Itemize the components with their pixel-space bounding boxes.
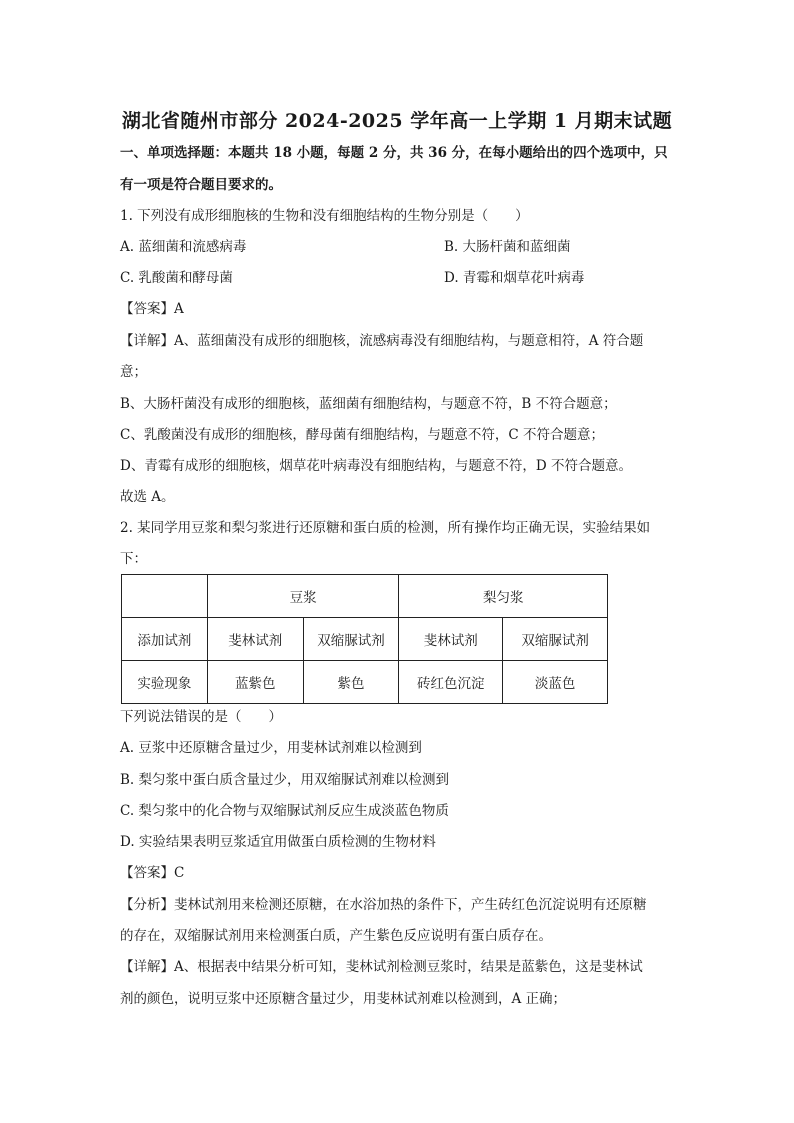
q2-analysis-line: 的存在，双缩脲试剂用来检测蛋白质，产生紫色反应说明有蛋白质存在。 <box>120 928 552 944</box>
q1-explain-line: 【详解】A、蓝细菌没有成形的细胞核，流感病毒没有细胞结构，与题意相符，A 符合题 <box>120 333 644 349</box>
q1-option-a: A. 蓝细菌和流感病毒 <box>120 239 247 255</box>
section-heading-line-2: 有一项是符合题目要求的。 <box>120 177 282 193</box>
table-cell: 蓝紫色 <box>207 661 303 704</box>
q1-explain-line: 意； <box>120 364 147 380</box>
q1-answer: 【答案】A <box>120 301 184 317</box>
experiment-table <box>121 574 608 704</box>
table-cell: 淡蓝色 <box>503 661 608 704</box>
table-cell: 添加试剂 <box>122 618 208 661</box>
table-cell: 双缩脲试剂 <box>303 618 399 661</box>
table-cell: 斐林试剂 <box>399 618 503 661</box>
table-row-phenomenon <box>122 661 608 704</box>
q1-option-b: B. 大肠杆菌和蓝细菌 <box>444 239 571 255</box>
table-cell: 实验现象 <box>122 661 208 704</box>
table-cell: 紫色 <box>303 661 399 704</box>
q1-option-d: D. 青霉和烟草花叶病毒 <box>444 270 585 286</box>
q1-explain-line: B、大肠杆菌没有成形的细胞核，蓝细菌有细胞结构，与题意不符，B 不符合题意； <box>120 396 617 412</box>
q2-explain-line: 【详解】A、根据表中结果分析可知，斐林试剂检测豆浆时，结果是蓝紫色，这是斐林试 <box>120 959 643 975</box>
page-title: 湖北省随州市部分 2024-2025 学年高一上学期 1 月期末试题 <box>121 110 673 132</box>
q1-explain-line: D、青霉有成形的细胞核，烟草花叶病毒没有细胞结构，与题意不符，D 不符合题意。 <box>120 458 632 474</box>
q2-explain-line: 剂的颜色，说明豆浆中还原糖含量过少，用斐林试剂难以检测到，A 正确； <box>120 991 567 1007</box>
q1-explain-line: 故选 A。 <box>120 489 175 505</box>
q2-option-a: A. 豆浆中还原糖含量过少，用斐林试剂难以检测到 <box>120 740 422 756</box>
table-cell: 斐林试剂 <box>207 618 303 661</box>
table-row-reagent <box>122 618 608 661</box>
table-cell-empty <box>122 575 208 618</box>
q2-option-b: B. 梨匀浆中蛋白质含量过少，用双缩脲试剂难以检测到 <box>120 772 450 788</box>
q2-stem-line-1: 2. 某同学用豆浆和梨匀浆进行还原糖和蛋白质的检测，所有操作均正确无误，实验结果如 <box>120 520 651 536</box>
q2-analysis-line: 【分析】斐林试剂用来检测还原糖，在水浴加热的条件下，产生砖红色沉淀说明有还原糖 <box>120 897 647 913</box>
table-header-pear-homogenate: 梨匀浆 <box>399 575 608 618</box>
table-header-soymilk: 豆浆 <box>207 575 399 618</box>
q2-answer: 【答案】C <box>120 865 185 881</box>
q1-explain-line: C、乳酸菌没有成形的细胞核，酵母菌有细胞结构，与题意不符，C 不符合题意； <box>120 427 604 443</box>
q2-option-c: C. 梨匀浆中的化合物与双缩脲试剂反应生成淡蓝色物质 <box>120 803 449 819</box>
section-heading-line-1: 一、单项选择题：本题共 18 小题，每题 2 分，共 36 分，在每小题给出的四个选项中，只 <box>120 145 668 161</box>
q1-stem: 1. 下列没有成形细胞核的生物和没有细胞结构的生物分别是（ ） <box>120 208 529 224</box>
table-cell: 砖红色沉淀 <box>399 661 503 704</box>
q2-stem-line-2: 下： <box>120 551 147 567</box>
table-cell: 双缩脲试剂 <box>503 618 608 661</box>
q1-option-c: C. 乳酸菌和酵母菌 <box>120 270 233 286</box>
q2-option-d: D. 实验结果表明豆浆适宜用做蛋白质检测的生物材料 <box>120 834 436 850</box>
q2-question: 下列说法错误的是（ ） <box>120 709 282 725</box>
table-header-row <box>122 575 608 618</box>
